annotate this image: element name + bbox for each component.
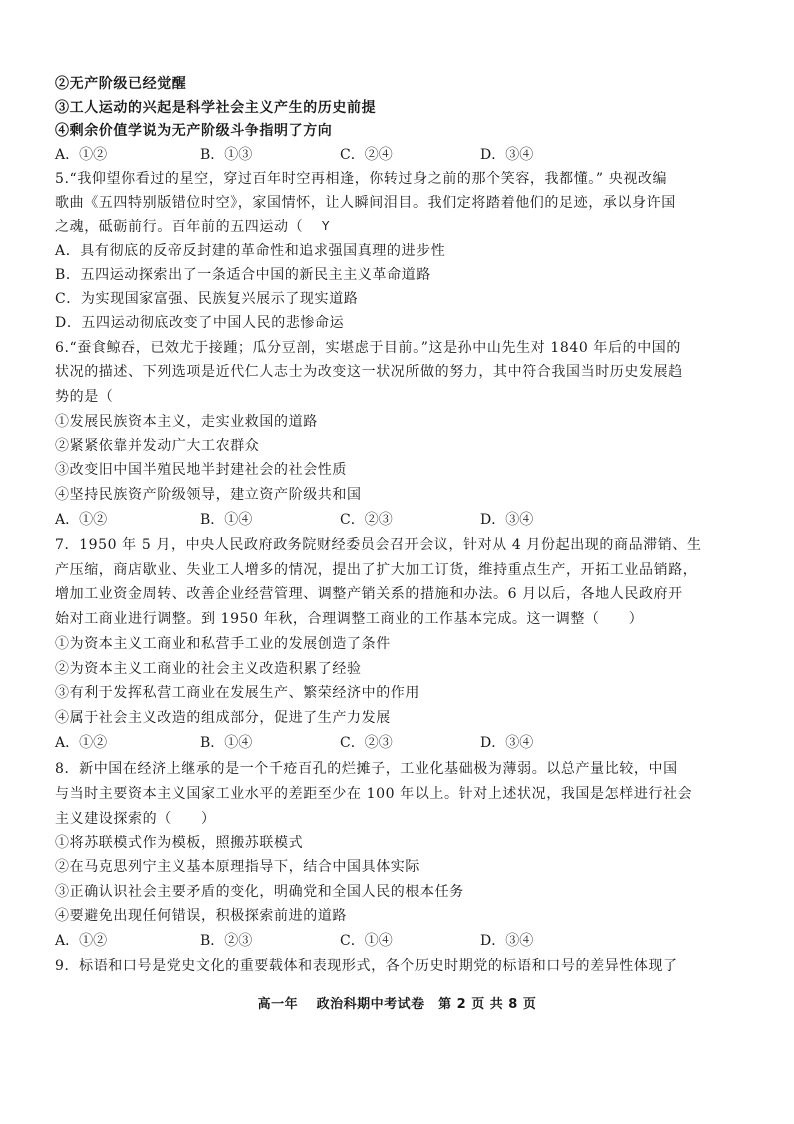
question-8: 8．新中国在经济上继承的是一个千疮百孔的烂摊子，工业化基础极为薄弱。以总产量比较，中国 <box>55 761 678 777</box>
text-line: 歌曲《五四特别版错位时空》，家国情怀，让人瞬间泪目。我们定将踏着他们的足迹，承以身许国 <box>55 195 676 211</box>
option-b: B．①④ <box>200 735 253 751</box>
answer-options-q4 <box>55 145 755 165</box>
answer-options-q6 <box>55 510 755 530</box>
statement: ②为资本主义工商业的社会主义改造积累了经验 <box>55 661 362 677</box>
answer-options-q8 <box>55 931 755 951</box>
option-c: C．①④ <box>340 933 393 949</box>
text-line: ②无产阶级已经觉醒 <box>55 76 187 92</box>
text-line: 势的是（ <box>55 389 114 405</box>
statement: ②紧紧依靠并发动广大工农群众 <box>55 438 260 454</box>
text-line: 与当时主要资本主义国家工业水平的差距至少在 100 年以上。针对上述状况，我国是怎样进行社会 <box>55 786 693 802</box>
statement: ④要避免出现任何错误，积极探索前进的道路 <box>55 908 347 924</box>
statement: ①将苏联模式作为模板，照搬苏联模式 <box>55 835 304 851</box>
answer-options-q7 <box>55 733 755 753</box>
text-line: ④剩余价值学说为无产阶级斗争指明了方向 <box>55 123 333 139</box>
option-c: C．②③ <box>340 735 393 751</box>
option-b: B．②③ <box>200 933 253 949</box>
text-line: 始对工商业进行调整。到 1950 年秋，合理调整工商业的工作基本完成。这一调整（ ） <box>55 611 644 627</box>
statement: ③正确认识社会主要矛盾的变化，明确党和全国人民的根本任务 <box>55 884 464 900</box>
statement: ②在马克思列宁主义基本原理指导下，结合中国具体实际 <box>55 859 420 875</box>
option-a: A．①② <box>55 933 108 949</box>
question-6: 6.“蚕食鲸吞，已效尤于接踵；瓜分豆剖，实堪虑于目前。”这是孙中山先生对 1840 年后的中国的 <box>55 340 681 356</box>
text-line: 产压缩，商店歇业、失业工人增多的情况，提出了扩大加工订货，维持重点生产，开拓工业品销路， <box>55 562 698 578</box>
text-line: 状况的描述、下列选项是近代仁人志士为改变这一状况所做的努力，其中符合我国当时历史发展趋 <box>55 364 683 380</box>
option-a: A．①② <box>55 512 108 528</box>
option-b: B．①④ <box>200 512 253 528</box>
statement: ④坚持民族资产阶级领导，建立资产阶级共和国 <box>55 487 362 503</box>
option-a: A．①② <box>55 147 108 163</box>
question-7: 7．1950 年 5 月，中央人民政府政务院财经委员会召开会议，针对从 4 月份起出现的商品滞销、生 <box>55 537 702 553</box>
pen-mark: Y <box>322 219 330 233</box>
option-c: C．②③ <box>340 512 393 528</box>
statement: ③有利于发挥私营工商业在发展生产、繁荣经济中的作用 <box>55 685 420 701</box>
text-line: 之魂，砥砺前行。百年前的五四运动（ <box>55 219 304 235</box>
option-d: D．③④ <box>480 147 534 163</box>
option-a: A．①② <box>55 735 108 751</box>
statement: ③改变旧中国半殖民地半封建社会的社会性质 <box>55 462 347 478</box>
statement: ④属于社会主义改造的组成部分，促进了生产力发展 <box>55 710 391 726</box>
question-5: 5.“我仰望你看过的星空，穿过百年时空再相逢，你转过身之前的那个笑容，我都懂。” 央视改编 <box>55 171 668 187</box>
option-d: D．③④ <box>480 933 534 949</box>
option-c: C．②④ <box>340 147 393 163</box>
option-d: D．③④ <box>480 512 534 528</box>
text-line: 增加工业资金周转、改善企业经营管理、调整产销关系的措施和办法。6 月以后，各地人民政府开 <box>55 586 683 602</box>
statement: ①为资本主义工商业和私营手工业的发展创造了条件 <box>55 636 391 652</box>
option-d: D．③④ <box>480 735 534 751</box>
page-footer: 高一年 政治科期中考试卷 第 2 页 共 8 页 <box>257 997 537 1012</box>
text-line: ③工人运动的兴起是科学社会主义产生的历史前提 <box>55 100 377 116</box>
statement: ①发展民族资本主义，走实业救国的道路 <box>55 414 318 430</box>
question-9: 9．标语和口号是党史文化的重要载体和表现形式，各个历史时期党的标语和口号的差异性体现了 <box>55 958 678 974</box>
option-line: D．五四运动彻底改变了中国人民的悲惨命运 <box>55 315 345 331</box>
option-b: B．①③ <box>200 147 253 163</box>
option-line: C．为实现国家富强、民族复兴展示了现实道路 <box>55 291 359 307</box>
option-line: B．五四运动探索出了一条适合中国的新民主主义革命道路 <box>55 267 431 283</box>
text-line: 主义建设探索的（ ） <box>55 811 216 827</box>
option-line: A．具有彻底的反帝反封建的革命性和追求强国真理的进步性 <box>55 243 446 259</box>
